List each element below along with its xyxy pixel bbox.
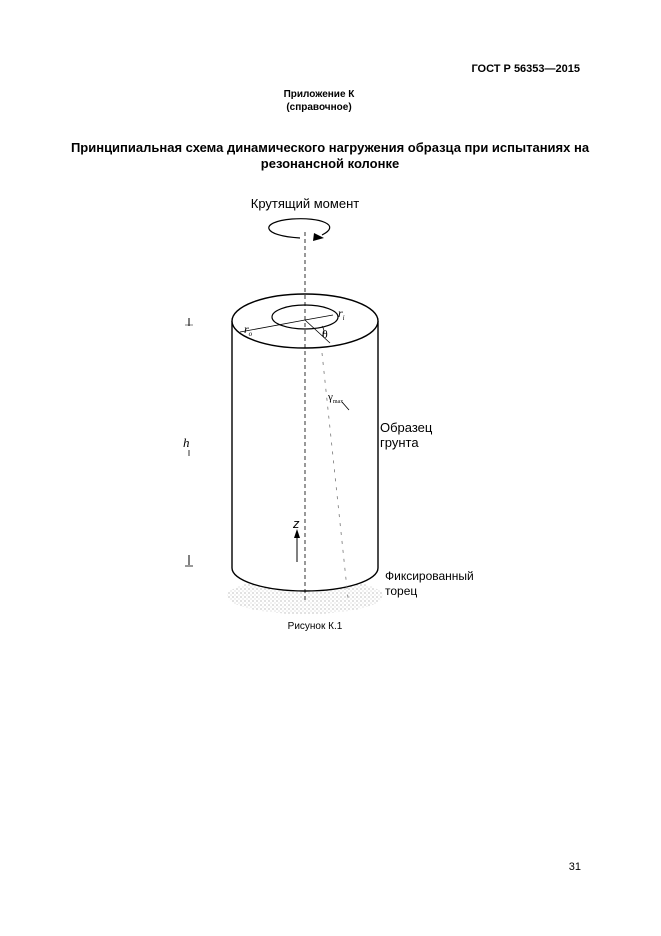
page-number: 31: [568, 861, 581, 873]
fixed-end-label-line-2: торец: [385, 584, 418, 598]
height-label: h: [183, 435, 190, 450]
appendix-subtitle: (справочное): [286, 102, 352, 113]
document-code: ГОСТ Р 56353—2015: [471, 63, 580, 75]
gamma-max-label: $\gamma_{max}$: [328, 391, 344, 405]
figure-title: Принципиальная схема динамического нагружения образца при испытаниях на резонансной колонке: [70, 140, 590, 171]
appendix-title: Приложение К: [283, 89, 355, 100]
fixed-end-label-line-1: Фиксированный: [385, 569, 474, 583]
outer-radius-label: $r_o$: [244, 322, 253, 338]
sample-label-line-1: Образец: [380, 420, 433, 435]
theta-label: θ: [322, 327, 328, 341]
inner-radius-label: $r_i$: [338, 306, 345, 322]
sample-label-line-2: грунта: [380, 435, 419, 450]
torque-arrow-icon: [269, 219, 330, 241]
z-axis-label: z: [293, 516, 300, 531]
torque-label: Крутящий момент: [250, 196, 360, 211]
figure-caption: Рисунок К.1: [287, 621, 343, 632]
